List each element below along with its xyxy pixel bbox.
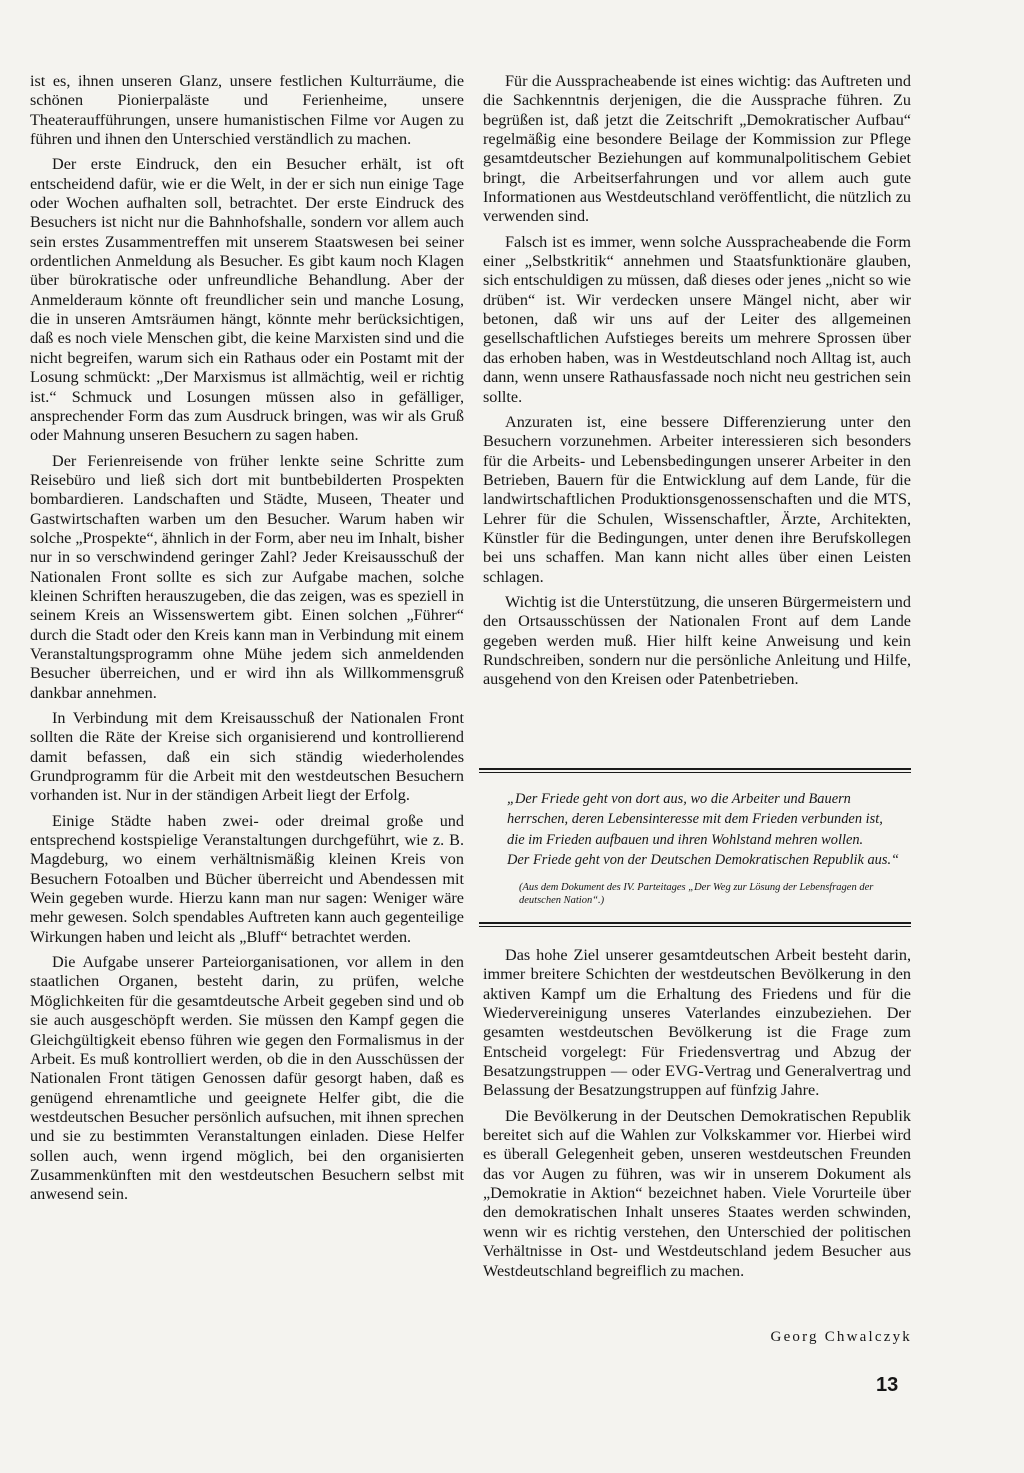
left-column [30, 72, 464, 1211]
paragraph: Die Bevölkerung in der Deutschen Demokratischen Republik bereitet sich auf die Wahlen zur Volkskammer vor. Hierbei wird es überall Gelegenheit geben, unseren westdeutschen Freunden das vor Augen zu führen, was wir in unserem Dokument als „Demokratie in Aktion“ bezeichnet haben. Viele Vorurteile über den demokratischen Inhalt unseres Staates werden schwinden, wenn wir es richtig verstehen, den Unterschied der politischen Verhältnisse in Ost- und Westdeutschland jedem Besucher aus Westdeutschland begreiflich zu machen. [483, 1106, 911, 1280]
author-name: Georg Chwalczyk [770, 1329, 912, 1345]
quote-line: Der Friede geht von der Deutschen Demokratischen Republik aus.“ [507, 852, 900, 869]
right-column-top [483, 72, 911, 696]
paragraph: In Verbindung mit dem Kreisausschuß der Nationalen Front sollten die Räte der Kreise sich organisierend und kontrollierend damit befassen, daß ein sich ständig wiederholendes Grundprogramm für die Arbeit mit den westdeutschen Besuchern vorhanden ist. Nur in der ständigen Arbeit liegt der Erfolg. [30, 709, 464, 805]
paragraph: Der Ferienreisende von früher lenkte seine Schritte zum Reisebüro und ließ sich dort mit buntbebilderten Prospekten bombardieren. Landschaften und Städte, Museen, Theater und Gastwirtschaften warben um den Besucher. Warum haben wir solche „Prospekte“, ähnlich in der Form, aber neu im Inhalt, bisher nur in so verschwindend geringer Zahl? Jeder Kreisausschuß der Nationalen Front sollte es sich zur Aufgabe machen, solche kleinen Schriften herauszugeben, die das zeigen, was es speziell in seinem Kreis an Wissenswertem gibt. Einen solchen „Führer“ durch die Stadt oder den Kreis kann man in Verbindung mit einem Veranstaltungsprogramm ohne Mühe jedem sich anmeldenden Besucher überreichen, und er wird ihn als Willkommensgruß dankbar annehmen. [30, 451, 464, 702]
paragraph: Die Aufgabe unserer Parteiorganisationen, vor allem in den staatlichen Organen, besteht darin, zu prüfen, welche Möglichkeiten für die gesamtdeutsche Arbeit gegeben sind und ob sie auch ausgeschöpft werden. Sie müssen den Kampf gegen die Gleichgültigkeit ebenso führen wie gegen den Formalismus in der Arbeit. Es muß kontrolliert werden, ob die in den Ausschüssen der Nationalen Front tätigen Genossen dafür gesorgt haben, daß es genügend ehrenamtliche und geeignete Helfer gibt, die die westdeutschen Besucher persönlich aufsuchen, mit ihnen sprechen und sie zu bestimmten Veranstaltungen einladen. Diese Helfer sollen auch, wenn irgend möglich, bei den organisierten Zusammenkünften mit den westdeutschen Besuchern selbst mit anwesend sein. [30, 953, 464, 1204]
paragraph: Das hohe Ziel unserer gesamtdeutschen Arbeit besteht darin, immer breitere Schichten der westdeutschen Bevölkerung in den aktiven Kampf um die Erhaltung des Friedens und für die Wiedervereinigung unseres Vaterlandes einzubeziehen. Der gesamten westdeutschen Bevölkerung ist die Frage zum Entscheid vorgelegt: Für Friedensvertrag und Abzug der Besatzungstruppen — oder EVG-Vertrag und Generalvertrag und Belassung der Besatzungstruppen auf fünfzig Jahre. [483, 946, 911, 1100]
quote-text [507, 789, 903, 871]
quote-source: (Aus dem Dokument des IV. Parteitages „Der Weg zur Lösung der Lebensfragen der deutschen Nation“.) [519, 881, 874, 907]
quote-box [479, 768, 911, 927]
paragraph: Wichtig ist die Unterstützung, die unseren Bürgermeistern und den Ortsausschüssen der Nationalen Front auf dem Lande gegeben werden muß. Hier hilft keine Anweisung und kein Rundschreiben, sondern nur die persönliche Anleitung und Hilfe, ausgehend von den Kreisen oder Patenbetrieben. [483, 592, 911, 689]
right-column-bottom [483, 946, 911, 1287]
paragraph: Anzuraten ist, eine bessere Differenzierung unter den Besuchern vorzunehmen. Arbeiter interessieren sich besonders für die Arbeits- und Lebensbedingungen unserer Arbeiter in den Betrieben, Bauern für die Entwicklung auf dem Lande, für die landwirtschaftlichen Produktionsgenossenschaften und die MTS, Lehrer für die Schulen, Wissenschaftler, Ärzte, Architekten, Künstler für die Bedingungen, unter denen ihre Berufskollegen bei uns schaffen. Man kann nicht alles über einen Leisten schlagen. [483, 412, 911, 586]
quote-line: „Der Friede geht von dort aus, wo die Arbeiter und Bauern herrschen, deren Lebensinteresse mit dem Frieden verbunden ist, die im Frieden aufbauen und ihren Wohlstand mehren wollen. [507, 791, 883, 848]
paragraph: Einige Städte haben zwei- oder dreimal große und entsprechend kostspielige Veranstaltungen durchgeführt, wie z. B. Magdeburg, wo einem verhältnismäßig kleinen Kreis von Besuchern Fotoalben und Bücher überreicht und Abendessen mit Wein gegeben wurde. Hierzu kann man nur sagen: Weniger wäre mehr gewesen. Solch spendables Auftreten kann auch gegenteilige Wirkungen haben und leicht als „Bluff“ betrachtet werden. [30, 811, 464, 946]
paragraph: Für die Ausspracheabende ist eines wichtig: das Auftreten und die Sachkenntnis derjenigen, die die Aussprache führen. Zu begrüßen ist, daß jetzt die Zeitschrift „Demokratischer Aufbau“ regelmäßig eine besondere Beilage der Kommission zur Pflege gesamtdeutscher Beziehungen auf kommunalpolitischem Gebiet bringt, die Arbeitserfahrungen und vor allem auch gute Informationen aus Westdeutschland veröffentlicht, die nützlich zu verwenden sind. [483, 72, 911, 226]
quote-top-rule [479, 768, 911, 773]
paragraph: ist es, ihnen unseren Glanz, unsere festlichen Kulturräume, die schönen Pionierpaläste und Ferienheime, unsere Theateraufführungen, unsere humanistischen Filme vor Augen zu führen und ihnen den Unterschied verständlich zu machen. [30, 72, 464, 149]
page-number: 13 [876, 1374, 899, 1396]
paragraph: Der erste Eindruck, den ein Besucher erhält, ist oft entscheidend dafür, wie er die Welt, in der er sich nun einige Tage oder Wochen aufhalten soll, betrachtet. Der erste Eindruck des Besuchers ist nicht nur die Bahnhofshalle, sondern vor allem auch sein erstes Zusammentreffen mit unserem Staatswesen bei seiner ordentlichen Anmeldung als Besucher. Es gibt kaum noch Klagen über bürokratische oder unfreundliche Behandlung. Aber der Anmelderaum könnte oft freundlicher sein und manche Losung, die in unseren Amtsräumen hängt, könnte mehr berücksichtigen, daß es noch viele Menschen gibt, die keine Marxisten sind und die nicht begreifen, warum sich ein Rathaus oder ein Postamt mit der Losung schmückt: „Der Marxismus ist allmächtig, weil er richtig ist.“ Schmuck und Losungen müssen also in gefälliger, ansprechender Form das zum Ausdruck bringen, was wir als Gruß oder Mahnung unseren Besuchern zu sagen haben. [30, 155, 464, 445]
paragraph: Falsch ist es immer, wenn solche Ausspracheabende die Form einer „Selbstkritik“ annehmen und Staatsfunktionäre glauben, sich entschuldigen zu müssen, daß dieses oder jenes „nicht so wie drüben“ ist. Wir verdecken unsere Mängel nicht, aber wir betonen, daß wir uns auf der Leiter des allgemeinen gesellschaftlichen Aufstieges bereits um mehrere Sprossen über das erhoben haben, was in Westdeutschland noch Alltag ist, auch dann, wenn unsere Rathausfassade noch nicht neu gestrichen sein sollte. [483, 232, 911, 406]
quote-bottom-rule [479, 922, 911, 927]
